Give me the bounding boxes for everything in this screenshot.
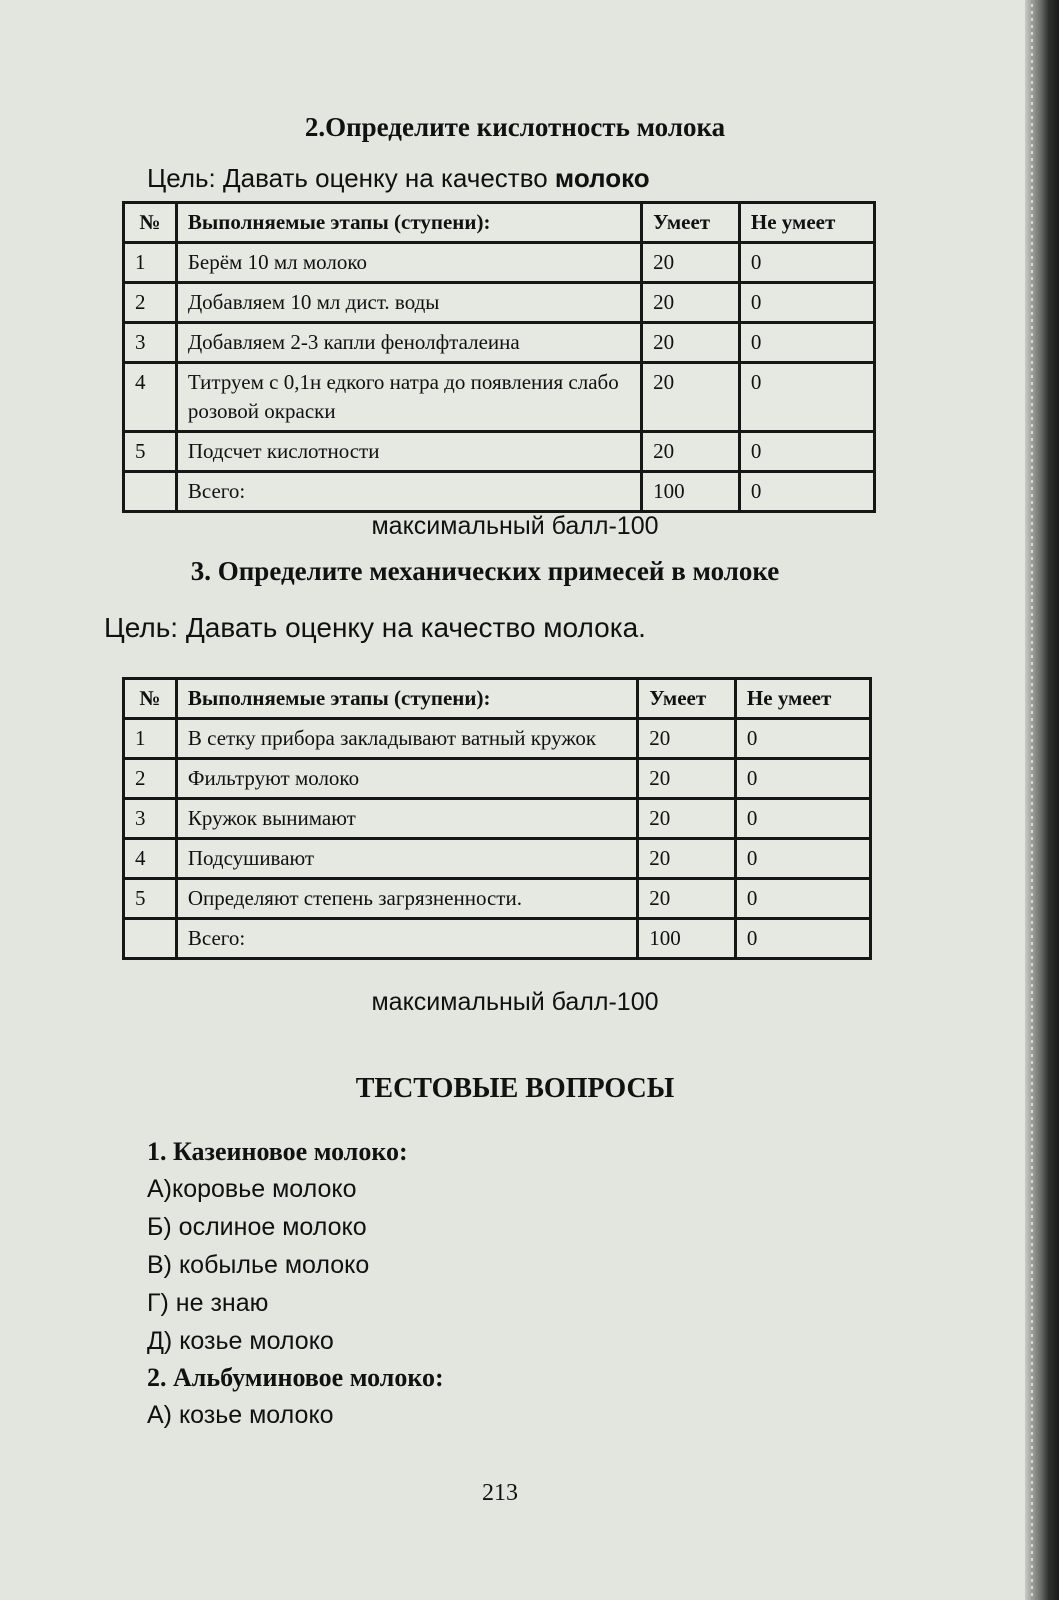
row-num: 2 (124, 759, 177, 799)
row-can: 20 (638, 879, 736, 919)
section3-goal: Цель: Давать оценку на качество молока. (104, 612, 646, 643)
row-can: 20 (638, 799, 736, 839)
table-total-row (124, 919, 871, 959)
row-cannot: 0 (735, 919, 870, 959)
row-step: Титруем с 0,1н едкого натра до появления слабо розовой окраски (176, 363, 641, 432)
row-num: 2 (124, 283, 177, 323)
row-cannot: 0 (739, 323, 874, 363)
row-num: 3 (124, 799, 177, 839)
table-total-row (124, 472, 875, 512)
page-edge-stack (1025, 0, 1059, 1600)
row-num: 5 (124, 432, 177, 472)
row-num (124, 472, 177, 512)
section2-goal-bold: молоко (554, 163, 650, 193)
question-2: 2. Альбуминовое молоко: (147, 1363, 444, 1392)
row-can: 20 (642, 432, 740, 472)
impurities-steps-table (122, 677, 872, 960)
table-row (124, 363, 875, 432)
row-step: Всего: (176, 472, 641, 512)
row-num: 3 (124, 323, 177, 363)
row-can: 20 (642, 323, 740, 363)
table-row (124, 432, 875, 472)
header-steps: Выполняемые этапы (ступени): (176, 679, 637, 719)
section3-max-score: максимальный балл-100 (371, 988, 659, 1016)
row-cannot: 0 (735, 879, 870, 919)
row-can: 20 (638, 759, 736, 799)
header-cannot: Не умеет (735, 679, 870, 719)
question-1-option: Д) козье молоко (147, 1327, 334, 1355)
section2-goal (147, 163, 650, 194)
table-row (124, 243, 875, 283)
row-num (124, 919, 177, 959)
row-can: 20 (638, 839, 736, 879)
header-can: Умеет (642, 203, 740, 243)
header-steps: Выполняемые этапы (ступени): (176, 203, 641, 243)
row-step: Подсчет кислотности (176, 432, 641, 472)
question-1-option: Б) ослиное молоко (147, 1213, 367, 1241)
section3-title: 3. Определите механических примесей в молоке (190, 556, 780, 586)
row-can: 20 (642, 283, 740, 323)
row-num: 1 (124, 719, 177, 759)
section2-goal-text: Цель: Давать оценку на качество (147, 163, 555, 193)
row-num: 4 (124, 363, 177, 432)
row-cannot: 0 (735, 719, 870, 759)
table-row (124, 719, 871, 759)
row-step: Добавляем 10 мл дист. воды (176, 283, 641, 323)
table-row (124, 323, 875, 363)
table-header-row (124, 203, 875, 243)
header-num: № (124, 679, 177, 719)
row-can: 20 (642, 243, 740, 283)
row-num: 4 (124, 839, 177, 879)
question-2-option: А) козье молоко (147, 1401, 334, 1429)
header-num: № (124, 203, 177, 243)
question-1-option: В) кобылье молоко (147, 1251, 370, 1279)
row-step: Кружок вынимают (176, 799, 637, 839)
row-cannot: 0 (739, 283, 874, 323)
row-step: Добавляем 2-3 капли фенолфталеина (176, 323, 641, 363)
row-cannot: 0 (739, 432, 874, 472)
row-cannot: 0 (739, 472, 874, 512)
question-1-option: Г) не знаю (147, 1289, 269, 1317)
section2-title: 2.Определите кислотность молока (304, 112, 726, 142)
row-cannot: 0 (735, 799, 870, 839)
section2-max-score: максимальный балл-100 (371, 512, 659, 540)
header-can: Умеет (638, 679, 736, 719)
row-cannot: 0 (735, 759, 870, 799)
table-row (124, 839, 871, 879)
row-step: Всего: (176, 919, 637, 959)
row-step: В сетку прибора закладывают ватный кружок (176, 719, 637, 759)
row-can: 100 (642, 472, 740, 512)
row-step: Берём 10 мл молоко (176, 243, 641, 283)
table-row (124, 879, 871, 919)
row-num: 5 (124, 879, 177, 919)
row-num: 1 (124, 243, 177, 283)
row-step: Фильтруют молоко (176, 759, 637, 799)
row-step: Определяют степень загрязненности. (176, 879, 637, 919)
question-1: 1. Казеиновое молоко: (147, 1137, 408, 1166)
row-step: Подсушивают (176, 839, 637, 879)
page-number: 213 (482, 1480, 518, 1506)
tests-title: ТЕСТОВЫЕ ВОПРОСЫ (355, 1073, 675, 1104)
row-cannot: 0 (739, 363, 874, 432)
acidity-steps-table (122, 201, 876, 513)
header-cannot: Не умеет (739, 203, 874, 243)
row-cannot: 0 (739, 243, 874, 283)
table-row (124, 283, 875, 323)
row-can: 100 (638, 919, 736, 959)
table-header-row (124, 679, 871, 719)
question-1-option: А)коровье молоко (147, 1175, 357, 1203)
row-can: 20 (638, 719, 736, 759)
row-cannot: 0 (735, 839, 870, 879)
table-row (124, 799, 871, 839)
table-row (124, 759, 871, 799)
row-can: 20 (642, 363, 740, 432)
